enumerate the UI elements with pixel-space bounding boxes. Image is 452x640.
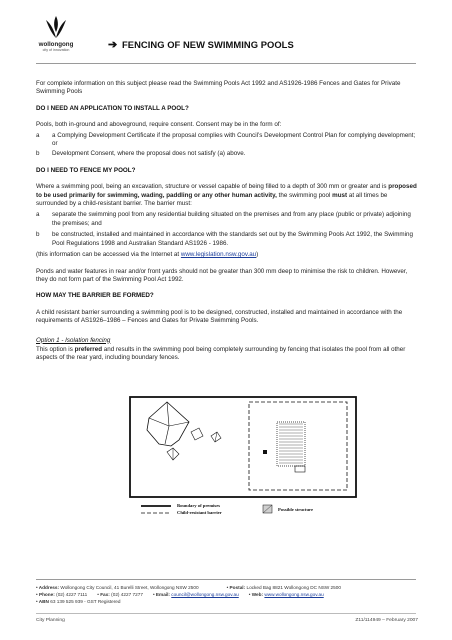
logo-tagline: city of innovation (42, 48, 70, 52)
email-link[interactable]: council@wollongong.nsw.gov.au (171, 592, 239, 598)
postal-label: • Postal: (226, 585, 246, 590)
bottom-divider (36, 613, 416, 614)
pool-step (295, 466, 305, 472)
section-heading-application: DO I NEED AN APPLICATION TO INSTALL A POOL? (36, 104, 189, 112)
web-link[interactable]: www.wollongong.nsw.gov.au (264, 592, 324, 598)
title-row (108, 39, 428, 51)
list-marker: a (36, 131, 40, 139)
email-label: • Email: (152, 592, 170, 598)
legend-structure-label: Possible structure (278, 507, 314, 512)
section-text-barrier: A child resistant barrier surrounding a swimming pool is to be designed, constructed, installed and maintained in accordance with the requirements of AS1926–1986 – Fences and Gates for Private Swimming Pools. (36, 308, 403, 325)
arrow-right-icon: ➔ (108, 39, 118, 51)
footer-row-abn (36, 598, 420, 605)
logo-mark-icon (43, 14, 69, 40)
phone-value: (02) 4227 7111 (56, 592, 88, 598)
option-text-emphasis: preferred (74, 345, 103, 353)
section-heading-barrier: HOW MAY THE BARRIER BE FORMED? (36, 292, 154, 300)
fence-text-part: at all times be surrounded by a child-resistant barrier. The barrier must: (36, 191, 388, 208)
legend-boundary-label: Boundary of premises (177, 503, 221, 508)
swimming-pool (277, 422, 305, 466)
legislation-note (36, 251, 418, 259)
intro-paragraph: For complete information on this subject please read the Swimming Pools Act 1992 and AS1926-1986 Fences and Gates for Private Swimming Pools (36, 80, 401, 96)
section-text-application: Pools, both in-ground and aboveground, require consent. Consent may be in the form of: (36, 121, 282, 129)
fence-text-emphasis: must (332, 191, 348, 199)
list-item (36, 211, 418, 228)
premises-boundary (130, 397, 356, 497)
list-marker: b (36, 231, 40, 239)
logo-name: wollongong (38, 41, 74, 48)
list-item-text: be constructed, installed and maintained in accordance with the standards set out by the Swimming Pools Act 1992, the Swimming Pool Regulations 1998 and Australian Standard AS1926 - 1986. (52, 231, 413, 247)
fence-text-part: Where a swimming pool, being an excavation, structure or vessel capable of being filled to a depth of 300 mm or greater and is (36, 183, 387, 191)
option-paragraph (36, 346, 418, 363)
section-heading-fence: DO I NEED TO FENCE MY POOL? (36, 166, 136, 174)
footer-row-contact (36, 591, 420, 598)
list-item (36, 132, 418, 149)
web-label: • Web: (248, 592, 264, 598)
child-resistant-barrier (249, 402, 347, 490)
fence-text-part: the swimming pool (278, 191, 331, 199)
address-value: Wollongong City Council, 41 Burelli Street, Wollongong NSW 2500 (60, 585, 199, 590)
list-item-text: Development Consent, where the proposal does not satisfy (a) above. (52, 150, 246, 158)
option-text-part: and results in the swimming pool being completely surrounding by fencing that isolates the pool from all other aspects of the rear yard, including boundary fences. (36, 345, 406, 362)
house-structure (147, 402, 221, 460)
title-divider (36, 63, 416, 64)
list-marker: a (36, 211, 40, 219)
department-label: City Planning (36, 618, 65, 623)
document-reference: Z11/114949 – February 2007 (355, 618, 418, 623)
note-text-end: ) (256, 251, 259, 259)
abn-label: • ABN (36, 599, 49, 605)
list-item (36, 231, 418, 248)
page-title: FENCING OF NEW SWIMMING POOLS (122, 39, 294, 50)
contact-footer (36, 584, 420, 606)
list-item-text: separate the swimming pool from any residential building situated on the premises and from any place (public or private) adjoining the premises; and (52, 211, 411, 227)
ponds-paragraph: Ponds and water features in rear and/or front yards should not be greater than 300 mm deep to minimise the risk to children. However, they do not form part of the Swimming Pool Act 1992. (36, 267, 408, 283)
list-marker: b (36, 150, 40, 158)
main-content (36, 80, 418, 363)
section-text-fence (36, 183, 418, 208)
site-plan-drawing (129, 396, 357, 522)
council-logo (36, 14, 76, 62)
isolation-fencing-diagram (129, 396, 357, 522)
pool-fill-pattern (279, 424, 303, 463)
fence-text-emphasis: proposed to be used primarily for swimming, wading, paddling or any other human activity, (36, 183, 417, 199)
footer-divider (36, 579, 416, 580)
fax-value: (02) 4227 7277 (111, 592, 143, 598)
option-text-part: This option is (36, 345, 73, 353)
note-text: (this information can be accessed via the Internet at (36, 251, 180, 259)
address-label: • Address: (36, 585, 60, 590)
legislation-link[interactable]: www.legislation.nsw.gov.au (180, 251, 257, 259)
list-item (36, 150, 418, 158)
footer-row-address (36, 584, 420, 591)
fax-label: • Fax: (97, 592, 110, 598)
legend-barrier-label: Child-resistant barrier (177, 510, 222, 515)
postal-value: Locked Bag 8821 Wollongong DC NSW 2500 (246, 585, 341, 590)
abn-value: 63 139 525 939 - GST Registered (50, 599, 121, 605)
phone-label: • Phone: (36, 592, 55, 598)
list-item-text: a Complying Development Certificate if the proposal complies with Council’s Development Control Plan for complying development; or (52, 131, 416, 148)
pool-feature (263, 450, 267, 454)
option-heading: Option 1 - Isolation fencing (36, 336, 111, 344)
